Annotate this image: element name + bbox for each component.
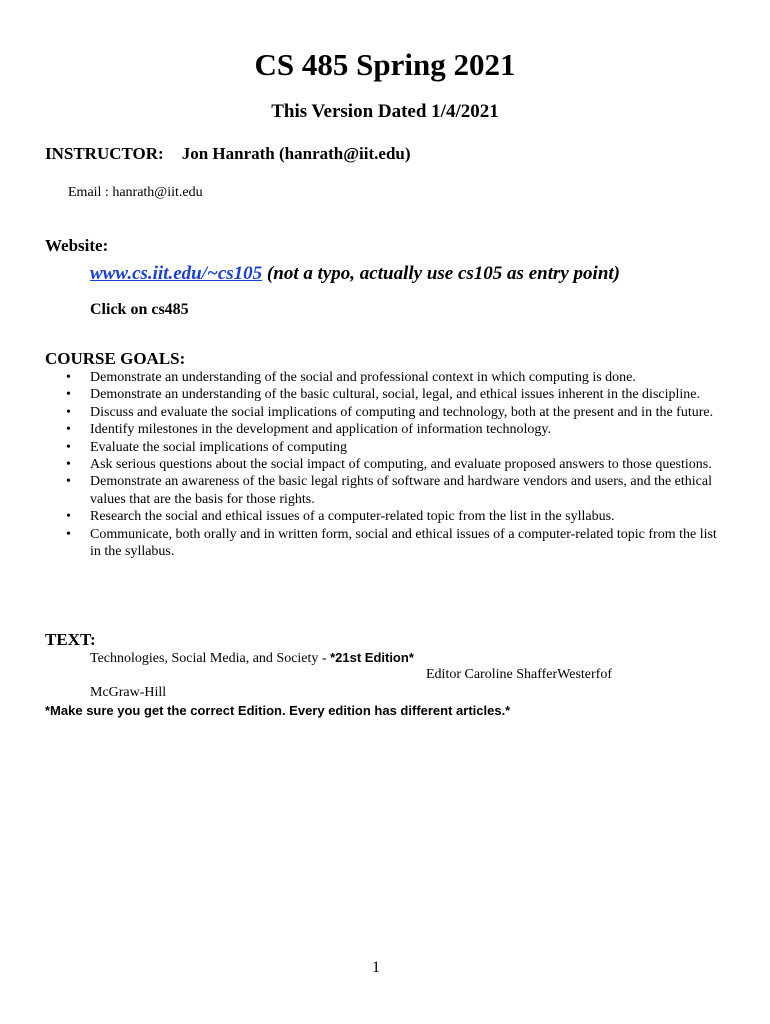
bullet-icon: • (66, 457, 71, 473)
textbook-title: Technologies, Social Media, and Society - (90, 651, 331, 666)
version-date: This Version Dated 1/4/2021 (271, 101, 499, 122)
goal-item (66, 404, 730, 421)
website-link[interactable]: www.cs.iit.edu/~cs105 (90, 263, 263, 284)
click-instruction: Click on cs485 (90, 301, 189, 318)
course-goals-heading: COURSE GOALS: (45, 349, 186, 368)
bullet-icon: • (66, 509, 71, 525)
goal-text: Identify milestones in the development and application of information technology. (90, 422, 551, 438)
bullet-icon: • (66, 422, 71, 438)
goal-item (66, 456, 730, 473)
bullet-icon: • (66, 387, 71, 403)
instructor-label: INSTRUCTOR: (45, 144, 164, 163)
goal-text: Research the social and ethical issues of a computer-related topic from the list in the syllabus. (90, 509, 615, 525)
textbook-editor: Editor Caroline ShafferWesterfof (426, 667, 612, 682)
website-note: (not a typo, actually use cs105 as entry point) (262, 263, 620, 284)
goal-item (66, 526, 730, 561)
page-number: 1 (372, 959, 380, 976)
goal-text: Discuss and evaluate the social implications of computing and technology, both at the present and in the future. (90, 404, 714, 420)
goal-item (66, 473, 730, 508)
goal-item (66, 439, 730, 456)
bullet-icon: • (66, 404, 71, 420)
instructor-email: Email : hanrath@iit.edu (68, 185, 203, 200)
goal-text: Demonstrate an understanding of the social and professional context in which computing is done. (90, 370, 636, 385)
edition-note: *Make sure you get the correct Edition. Every edition has different articles.* (45, 703, 511, 718)
goal-item (66, 386, 730, 403)
goal-text: Evaluate the social implications of computing (90, 439, 347, 455)
goal-text: Communicate, both orally and in written form, social and ethical issues of a computer-related topic from the list in the syllabus. (90, 526, 717, 560)
instructor-name: Jon Hanrath (hanrath@iit.edu) (181, 144, 411, 163)
page-title: CS 485 Spring 2021 (254, 47, 516, 82)
goal-item (66, 508, 730, 525)
goal-item (66, 421, 730, 438)
instructor-line (45, 144, 411, 164)
goal-text: Ask serious questions about the social impact of computing, and evaluate proposed answers to those questions. (90, 457, 712, 473)
website-line (90, 263, 620, 285)
goal-text: Demonstrate an understanding of the basic cultural, social, legal, and ethical issues inherent in the discipline. (90, 387, 700, 403)
textbook-edition: *21st Edition* (330, 650, 414, 665)
textbook-publisher: McGraw-Hill (90, 685, 167, 700)
bullet-icon: • (66, 474, 71, 490)
text-heading: TEXT: (45, 630, 96, 649)
goal-item (66, 369, 730, 386)
bullet-icon: • (66, 439, 71, 455)
bullet-icon: • (66, 526, 71, 542)
goal-text: Demonstrate an awareness of the basic legal rights of software and hardware vendors and users, and the ethical values that are the basis for those rights. (90, 474, 712, 507)
textbook-line (90, 650, 414, 667)
website-heading: Website: (45, 236, 109, 255)
bullet-icon: • (66, 370, 71, 385)
course-goals-list (66, 369, 730, 560)
